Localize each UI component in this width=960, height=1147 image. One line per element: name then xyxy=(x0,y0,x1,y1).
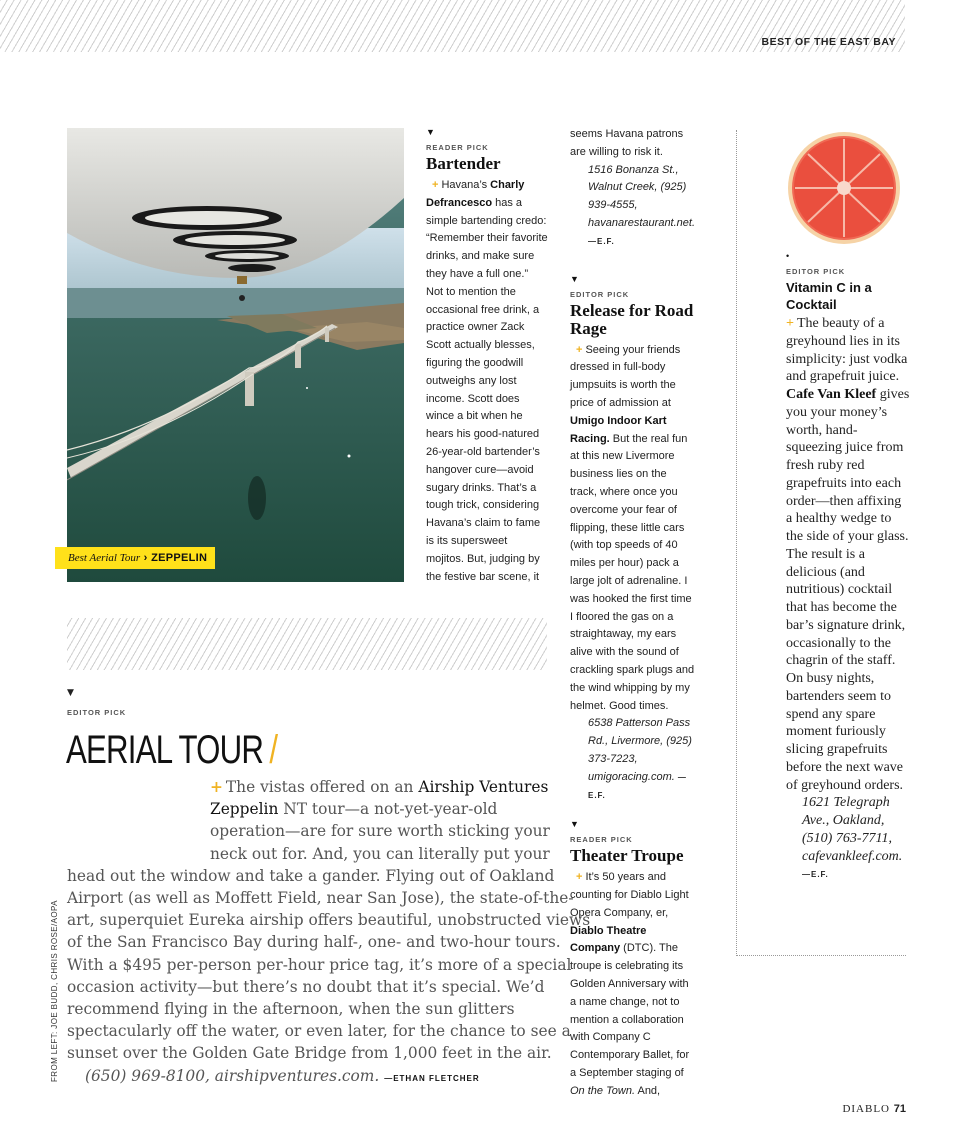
article-body: + It’s 50 years and counting for Diablo Light Opera Company, er, Diablo Theatre Company (DTC). The troupe is celebrating its Golden Anniversary with a name change, not to mention a collaboration with Company C Contemporary Ballet, for a September staging of On the Town. And, xyxy=(570,871,690,1097)
article-kicker: READER PICK xyxy=(570,835,633,845)
zeppelin-photo xyxy=(67,128,404,582)
featured-name: Umigo Indoor Kart Racing. xyxy=(570,414,667,445)
plus-icon: + xyxy=(576,871,583,884)
article-address: 1621 Telegraph Ave., Oakland, (510) 763-7711, cafevankleef.com. —E.F. xyxy=(802,795,903,880)
vitamin-article xyxy=(786,250,910,884)
article-title: Bartender xyxy=(426,154,501,173)
magazine-name: DIABLO xyxy=(842,1103,890,1115)
caption-winner: ZEPPELIN xyxy=(151,552,208,564)
article-kicker: EDITOR PICK xyxy=(786,267,846,276)
featured-name: Airship Ventures xyxy=(418,778,549,796)
plus-icon: + xyxy=(432,179,439,191)
decorative-hatch-mid xyxy=(67,618,547,670)
article-kicker: READER PICK xyxy=(426,143,489,152)
article-body: + Seeing your friends dressed in full-body jumpsuits is worth the price of admission at Umigo Indoor Kart Racing. But the real fun at this new Livermore business lies on the track, where once you overcome your fear of flipping, these little cars (with top speeds of 40 miles per hour) pack a large jolt of adrenaline. I was hooked the first time I floored the gas on a straightaway, my ears alive with the sound of crackling spark plugs and the wind whipping by my helmet. Good times. xyxy=(570,343,695,712)
author-initials: —E.F. xyxy=(802,870,829,880)
article-title: Release for Road Rage xyxy=(570,300,694,338)
dotted-divider xyxy=(736,130,737,956)
featured-name: Cafe Van Kleef xyxy=(786,387,877,402)
caption-category: Best Aerial Tour xyxy=(68,552,141,564)
article-address: 1516 Bonanza St., Walnut Creek, (925) 939-4555, havanarestaurant.net. —E.F. xyxy=(588,163,696,246)
plus-icon: + xyxy=(786,316,794,331)
author-initials: —E.F. xyxy=(588,236,615,246)
author-initials: —E.F. xyxy=(588,772,687,800)
middle-column xyxy=(570,126,696,1101)
grapefruit-image xyxy=(786,130,902,246)
page-folio xyxy=(842,1103,906,1115)
featured-name: Diablo Theatre Company xyxy=(570,924,647,955)
photo-caption xyxy=(55,547,215,569)
down-triangle-icon: ▼ xyxy=(570,273,579,284)
down-triangle-icon: ▼ xyxy=(426,127,435,137)
aerial-contact: (650) 969-8100, airshipventures.com. —ETHAN FLETCHER xyxy=(85,1066,480,1085)
author-byline: —ETHAN FLETCHER xyxy=(384,1073,480,1083)
article-body: + Havana’s Charly Defrancesco has a simple bartending credo: “Remember their favorite drinks, and make sure they have a full one.” Not to mention the occasional free drink, a practice owner Zack Scott actually blesses, figuring the goodwill outweighs any lost income. Scott does wince a bit when he hears his good-natured 26-year-old bartender’s hangover cure—avoid sugary drinks. That’s a tough trick, considering Havana’s claim to fame is its supersweet mojitos. But, judging by the festive bar scene, it xyxy=(426,179,548,583)
plus-icon: + xyxy=(210,778,223,796)
bullet-icon: • xyxy=(786,251,790,261)
aerial-body: + The vistas offered on an Airship Ventures Zeppelin NT tour—a not-yet-year-old operation—are for sure worth sticking your neck out for. And, you can literally put your head out the window and take a gander. Flying out of Oakland Airport (as well as Moffett Field, near San Jose), the state-of-the- art, superquiet Eureka airship offers beautiful, unobstructed views of the San Francisco Bay during half-, one- and two-hour tours. With a $495 per-person per-hour price tag, it’s more of a special occasion activity—but there’s no doubt that it’s special. We’d recommend flying in the afternoon, when the sun glitters spectacularly off the water, or even later, for the chance to see a sunset over the Golden Gate Bridge from 1,000 feet in the air. (650) 969-8100, airshipventures.com. —ETHAN FLETCHER xyxy=(67,776,537,1090)
featured-name: Charly Defrancesco xyxy=(426,179,525,209)
caption-separator: › xyxy=(143,552,148,564)
dotted-divider xyxy=(736,955,906,956)
article-body-continued: seems Havana patrons are willing to risk it. xyxy=(570,128,684,158)
photo-credit: FROM LEFT: JOE BUDD, CHRIS ROSE/AOPA xyxy=(50,900,59,1082)
article-address: 6538 Patterson Pass Rd., Livermore, (925) 373-7223, umigoracing.com. —E.F. xyxy=(588,717,692,800)
bartender-article xyxy=(426,126,548,586)
article-body: + The beauty of a greyhound lies in its simplicity: just vodka and grapefruit juice. Cafe Van Kleef gives you your money’s worth, hand-squeezing juice from fresh ruby red grapefruits into each order—then affixing a healthy wedge to the side of your glass. The result is a delicious (and nutritious) cocktail that has become the bar’s signature drink, occasionally to the chagrin of the staff. On busy nights, bartenders seem to spend any spare moment furiously slicing grapefruits before the next wave of greyhound orders. 1621 Telegraph Ave., Oakland, (510) 763-7711, cafevankleef.com. —E.F. xyxy=(786,315,910,884)
down-triangle-icon: ▼ xyxy=(570,819,579,830)
slash-accent: / xyxy=(269,728,278,772)
plus-icon: + xyxy=(576,343,583,356)
section-title: BEST OF THE EAST BAY xyxy=(761,36,896,48)
page-number: 71 xyxy=(893,1103,906,1115)
article-kicker: EDITOR PICK xyxy=(570,289,630,299)
aerial-title: AERIAL TOUR / xyxy=(66,728,278,772)
article-title: Theater Troupe xyxy=(570,846,684,866)
aerial-kicker: EDITOR PICK xyxy=(67,708,127,717)
down-triangle-icon: ▼ xyxy=(67,688,74,698)
article-title: Vitamin C in a Cocktail xyxy=(786,280,872,312)
